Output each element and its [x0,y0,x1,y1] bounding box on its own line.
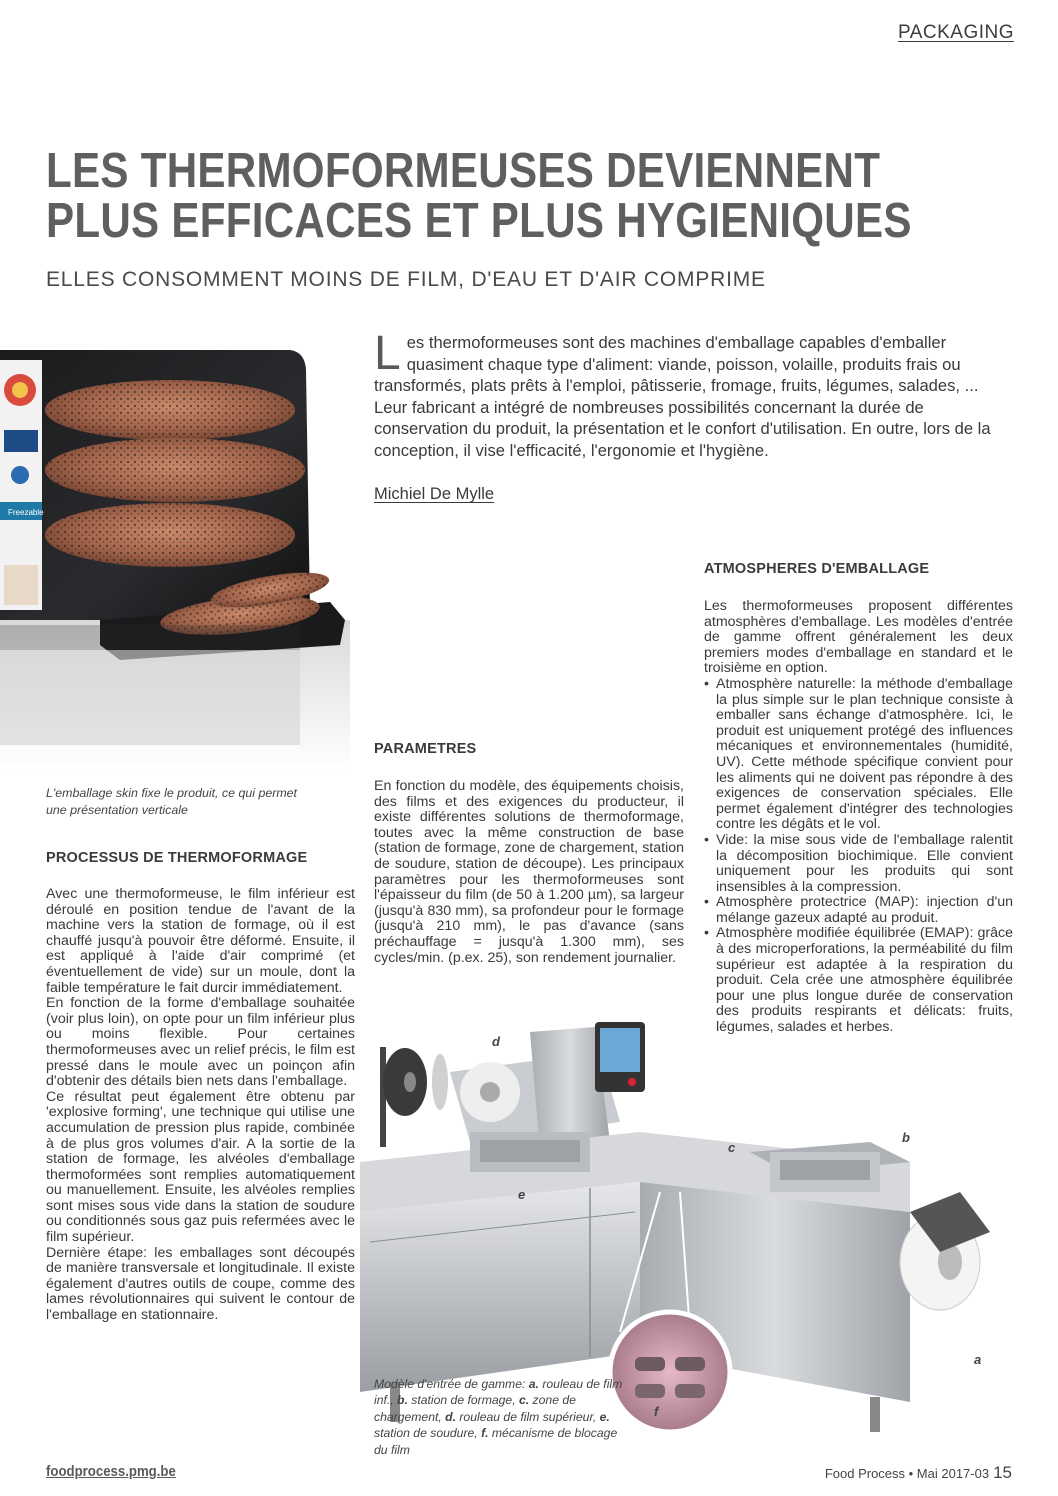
atmospheres-list [704,677,1013,1036]
processus-paragraph-3: Ce résultat peut également être obtenu par 'explosive forming', une technique qui utilise une accumulation de pression plus rapide, combinée à de plus gros volumes d'air. A la sortie de la station de formage, les alvéoles d'emballage thermoformées sont remplies automatiquement ou manuellement. Ensuite, les alvéoles remplies sont mises sous vide dans la station de soudure ou conditionnés sous gaz puis refermées avec le film supérieur. [46,1088,355,1246]
caption-key: e. [599,1409,610,1424]
list-item: • Atmosphère naturelle: la méthode d'emballage la plus simple sur le plan technique consiste à emballer sans échange d'atmosphère. Ici, le produit est uniquement protégé des influences mécaniques et environnementales (humidité, UV). Cette méthode spécifique convient pour les aliments qui ne doivent pas répondre à des exigences de conservation spéciales. Elle permet également d'intégrer des technologies contre les dégâts et le vol. [704,677,1013,833]
processus-paragraph-1: Avec une thermoformeuse, le film inférieur est déroulé en position tendue de l'avant de la machine vers la station de formage, où il est chauffé jusqu'à pouvoir être déformé. Ensuite, il est appliqué à l'aide d'air comprimé (et éventuellement de vide) sur un moule, dont la faible température le fait durcir immédiatement. [46,886,355,996]
author-name: Michiel De Mylle [374,485,495,503]
list-item: • Atmosphère modifiée équilibrée (EMAP): grâce à des microperforations, la perméabilité du film supérieur est adaptée à la respiration du produit. Cela crée une atmosphère équilibrée pour une plus longue durée de conservation des produits respirants et délicats: fruits, légumes, salades et herbes. [704,926,1013,1035]
headline [46,144,912,248]
food-package-photo [0,320,350,772]
parametres-paragraph: En fonction du modèle, des équipements choisis, des films et des exigences du producteur, il existe différentes solutions de thermoformage, toutes avec la même construction de base (station de formage, zone de chargement, station de soudure, station de découpe). Les principaux paramètres pour les thermoformeuses sont l'épaisseur du film (de 50 à 1.200 µm), sa largeur (jusqu'à 830 mm), sa profondeur pour le formage (jusqu'à 210 mm), le pas d'avance (sans préchauffage = jusqu'à 1.300 mm), ses cycles/min. (p.ex. 25), son rendement journalier. [374,778,684,966]
label-e: e [518,1187,526,1202]
section-tag: PACKAGING [897,22,1014,43]
heading-parametres: PARAMETRES [374,741,477,757]
atmospheres-intro: Les thermoformeuses proposent différentes atmosphères d'emballage. Les modèles d'entrée de gamme offrent généralement les deux premiers modes d'emballage en standard et le troisième en option. [704,598,1013,677]
caption-key: f. [481,1426,489,1441]
label-d: d [492,1034,500,1049]
caption-text: Modèle d'entrée de gamme: [374,1377,529,1391]
subheadline: ELLES CONSOMMENT MOINS DE FILM, D'EAU ET D'AIR COMPRIME [46,268,766,291]
machine-caption [374,1376,624,1458]
list-item: • Vide: la mise sous vide de l'emballage ralentit la décomposition biochimique. Elle convient uniquement pour les produits qui sont insensibles à la compression. [704,833,1013,895]
caption-text: station de soudure, [374,1426,482,1441]
package-label: Freezable [8,508,44,517]
caption-key: a. [528,1377,539,1391]
caption-text: station de formage, [407,1393,519,1408]
processus-paragraph-4: Dernière étape: les emballages sont découpés de manière transversale et longitudinale. Il existe également d'autres outils de coupe, comme des lames révolutionnaires qui suivent le contour de l'emballage en stationnaire. [46,1244,355,1324]
intro-paragraph [374,327,1014,462]
list-item: • Atmosphère protectrice (MAP): injection d'un mélange gazeux adapté au produit. [704,895,1013,926]
caption-key: d. [445,1409,456,1424]
page-number: 15 [993,1463,1012,1482]
caption-key: c. [518,1393,530,1408]
column-parametres [374,779,684,966]
label-f: f [654,1404,659,1419]
label-b: b [902,1130,910,1145]
column-processus [46,887,355,1324]
label-c: c [728,1140,736,1155]
heading-processus: PROCESSUS DE THERMOFORMAGE [46,850,308,866]
intro-text: es thermoformeuses sont des machines d'emballage capables d'emballer quasiment chaque type d'aliment: viande, poisson, volaille, produits frais ou transformés, plats prêts à l'emploi, pâtisserie, fromage, fruits, légumes, salades, ... Leur fabricant a intégré de nombreuses possibilités concernant la durée de conservation du produit, la présentation et le confort d'utilisation. En outre, lors de la conception, il vise l'efficacité, l'ergonomie et l'hygiène. [374,333,991,460]
caption-text: rouleau de film supérieur, [455,1409,600,1424]
photo-caption: L'emballage skin fixe le produit, ce qui permet une présentation verticale [46,786,298,817]
caption-text: rouleau de film inf., [374,1377,623,1408]
footer-publication-name: Food Process • Mai 2017-03 [824,1466,990,1481]
headline-line-2: PLUS EFFICACES ET PLUS HYGIENIQUES [46,194,912,248]
caption-text: mécanisme de blocage du film [374,1426,618,1457]
headline-line-1: LES THERMOFORMEUSES DEVIENNENT [46,144,881,198]
column-atmospheres [704,599,1013,1036]
label-a: a [974,1352,982,1367]
drop-cap: L [374,327,401,380]
footer-website-link[interactable]: foodprocess.pmg.be [46,1463,176,1480]
heading-atmospheres: ATMOSPHERES D'EMBALLAGE [704,561,930,577]
caption-text: zone de chargement, [374,1393,576,1424]
caption-key: b. [397,1393,408,1408]
footer-publication [825,1463,1012,1483]
processus-paragraph-2: En fonction de la forme d'emballage souhaitée (voir plus loin), on opte pour un film inférieur plus ou moins flexible. Pour certaines thermoformeuses avec un relief précis, le film est pressé dans le moule avec un poinçon afin d'obtenir des détails bien nets dans l'emballage. [46,995,355,1090]
